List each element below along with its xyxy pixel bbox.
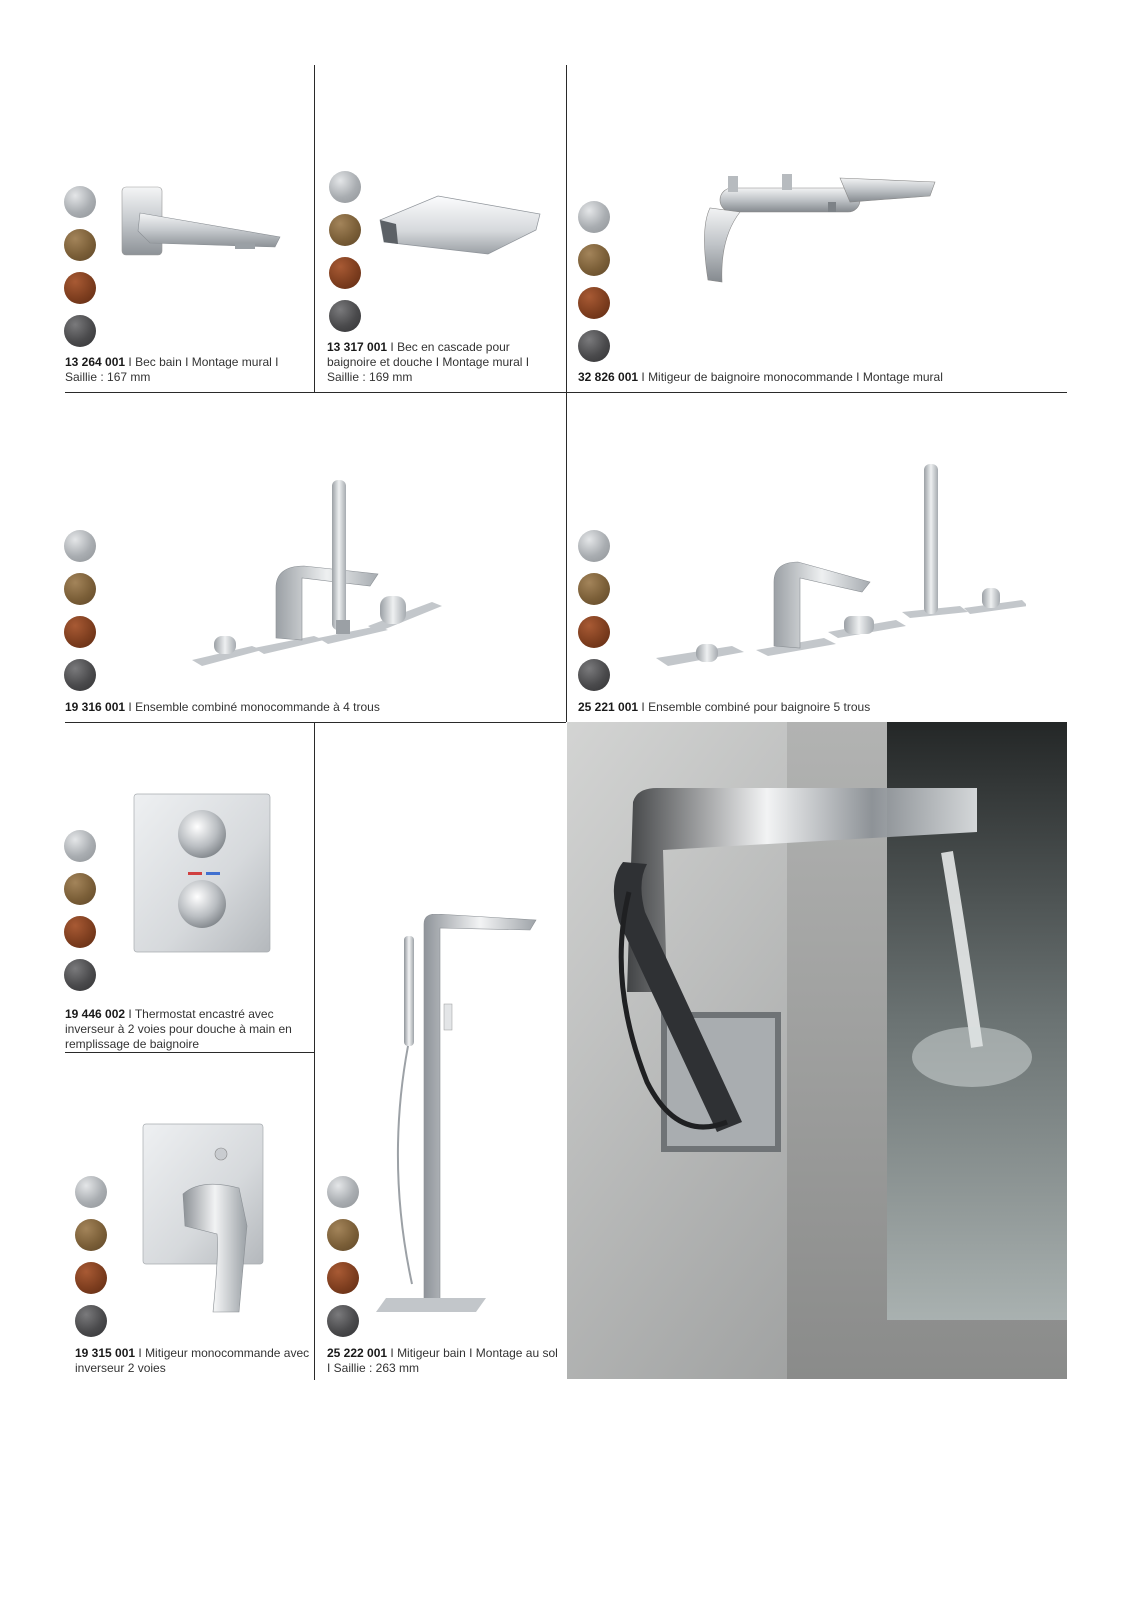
product-caption	[578, 370, 1058, 385]
product-caption	[578, 700, 1058, 715]
finish-swatches	[578, 201, 612, 373]
product-description: I Mitigeur bain I Montage au sol I Saillie : 263 mm	[327, 1346, 558, 1375]
finish-swatches	[64, 530, 98, 702]
product-code: 25 221 001	[578, 700, 639, 714]
swatch-copper[interactable]	[327, 1262, 359, 1294]
product-description: I Ensemble combiné monocommande à 4 trous	[125, 700, 380, 714]
finish-swatches	[578, 530, 612, 702]
swatch-chrome[interactable]	[578, 201, 610, 233]
swatch-copper[interactable]	[64, 916, 96, 948]
product-description: I Bec bain I Montage mural I Saillie : 167 mm	[65, 355, 279, 384]
swatch-brushed-gold[interactable]	[64, 873, 96, 905]
swatch-graphite[interactable]	[327, 1305, 359, 1337]
divider-v3	[314, 722, 315, 1380]
product-code: 19 446 002	[65, 1007, 126, 1021]
swatch-graphite[interactable]	[578, 330, 610, 362]
swatch-graphite[interactable]	[329, 300, 361, 332]
swatch-copper[interactable]	[64, 272, 96, 304]
product-caption	[75, 1346, 315, 1376]
product-description: I Ensemble combiné pour baignoire 5 trous	[638, 700, 871, 714]
swatch-copper[interactable]	[578, 616, 610, 648]
finish-swatches	[64, 830, 98, 1002]
product-image-5-hole-combination	[656, 462, 1026, 684]
product-description: I Mitigeur de baignoire monocommande I Montage mural	[638, 370, 943, 384]
product-caption	[327, 1346, 562, 1376]
product-description: I Mitigeur monocommande avec inverseur 2 voies	[75, 1346, 310, 1375]
finish-swatches	[329, 171, 363, 343]
product-description: I Bec en cascade pour baignoire et douche I Montage mural I Saillie : 169 mm	[327, 340, 530, 384]
lifestyle-photo	[567, 722, 1067, 1379]
product-image-floor-bath-mixer	[376, 914, 542, 1314]
finish-swatches	[75, 1176, 109, 1348]
product-image-wall-bath-mixer	[700, 168, 940, 290]
divider-h3	[65, 1052, 314, 1053]
product-code: 13 317 001	[327, 340, 388, 354]
swatch-brushed-gold[interactable]	[329, 214, 361, 246]
product-image-cascade-spout	[378, 184, 548, 264]
swatch-chrome[interactable]	[64, 530, 96, 562]
swatch-brushed-gold[interactable]	[327, 1219, 359, 1251]
finish-swatches	[64, 186, 98, 358]
product-image-bath-spout	[120, 185, 285, 265]
swatch-chrome[interactable]	[327, 1176, 359, 1208]
swatch-copper[interactable]	[75, 1262, 107, 1294]
swatch-copper[interactable]	[329, 257, 361, 289]
product-image-mixer-with-diverter	[141, 1122, 265, 1314]
product-image-thermostat	[132, 792, 274, 956]
finish-swatches	[327, 1176, 361, 1348]
divider-v2	[566, 65, 567, 722]
swatch-brushed-gold[interactable]	[578, 244, 610, 276]
divider-h2	[65, 722, 566, 723]
swatch-graphite[interactable]	[64, 959, 96, 991]
product-code: 19 316 001	[65, 700, 126, 714]
swatch-brushed-gold[interactable]	[578, 573, 610, 605]
swatch-brushed-gold[interactable]	[75, 1219, 107, 1251]
product-code: 19 315 001	[75, 1346, 136, 1360]
product-caption	[327, 340, 557, 385]
product-code: 25 222 001	[327, 1346, 388, 1360]
swatch-chrome[interactable]	[64, 186, 96, 218]
swatch-graphite[interactable]	[75, 1305, 107, 1337]
divider-v1	[314, 65, 315, 392]
swatch-chrome[interactable]	[578, 530, 610, 562]
divider-h1	[65, 392, 1067, 393]
swatch-brushed-gold[interactable]	[64, 229, 96, 261]
product-caption	[65, 355, 310, 385]
product-description: I Thermostat encastré avec inverseur à 2 voies pour douche à main en remplissage de baignoire	[65, 1007, 292, 1051]
swatch-chrome[interactable]	[75, 1176, 107, 1208]
swatch-chrome[interactable]	[64, 830, 96, 862]
swatch-graphite[interactable]	[578, 659, 610, 691]
product-code: 13 264 001	[65, 355, 126, 369]
product-image-4-hole-combination	[192, 478, 442, 678]
swatch-chrome[interactable]	[329, 171, 361, 203]
product-caption	[65, 700, 560, 715]
product-caption	[65, 1007, 310, 1052]
swatch-copper[interactable]	[64, 616, 96, 648]
swatch-brushed-gold[interactable]	[64, 573, 96, 605]
swatch-graphite[interactable]	[64, 315, 96, 347]
swatch-graphite[interactable]	[64, 659, 96, 691]
product-code: 32 826 001	[578, 370, 639, 384]
swatch-copper[interactable]	[578, 287, 610, 319]
